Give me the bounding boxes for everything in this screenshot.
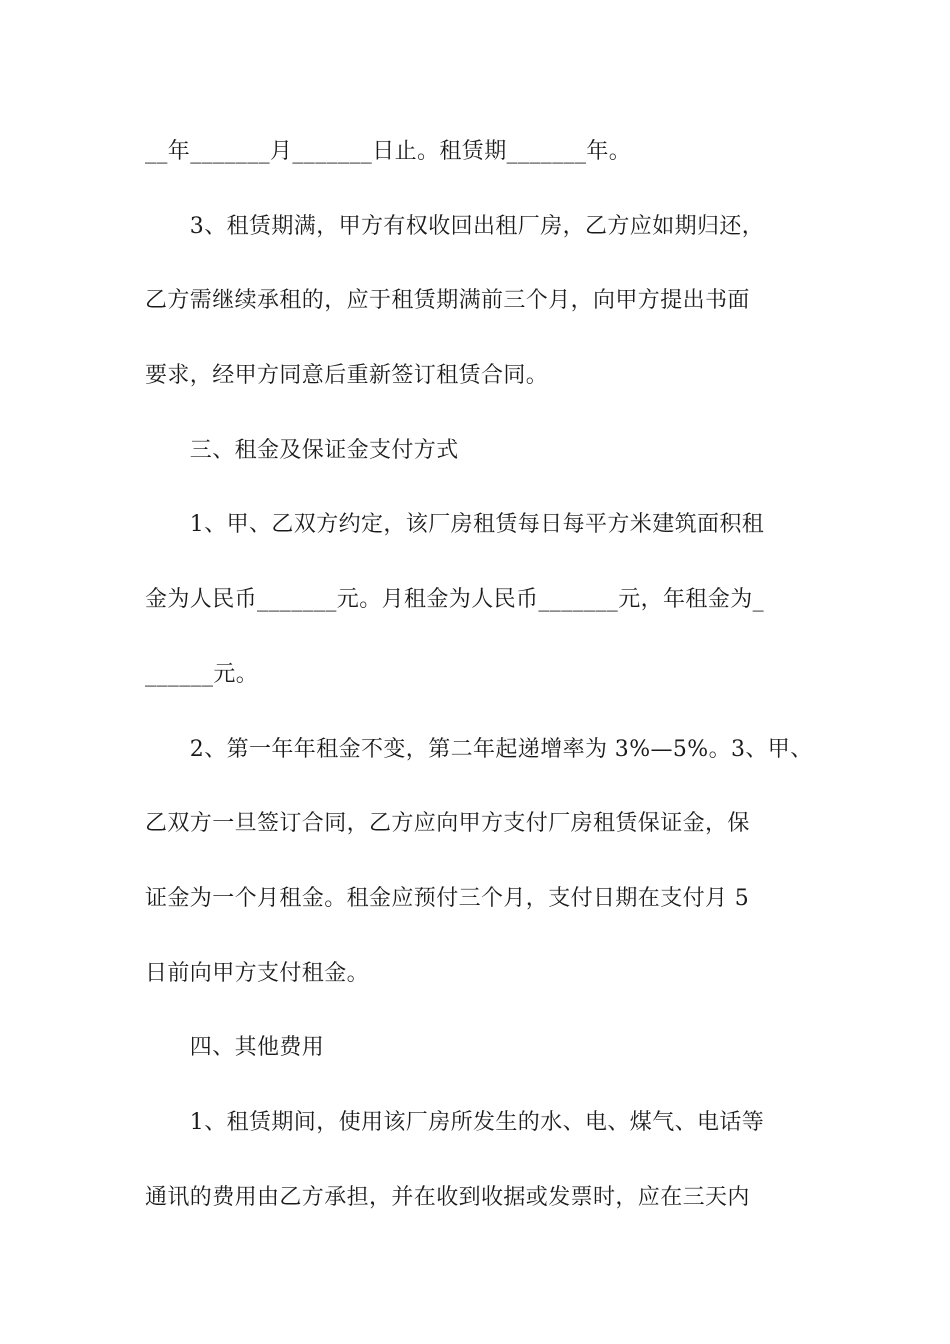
text-line: 证金为一个月租金。租金应预付三个月，支付日期在支付月 5 [145, 886, 750, 911]
text-line: 2、第一年年租金不变，第二年起递增率为 3%—5%。3、甲、 [145, 737, 813, 762]
text-line: 3、租赁期满，甲方有权收回出租厂房，乙方应如期归还， [145, 214, 765, 239]
text-line: 要求，经甲方同意后重新签订租赁合同。 [145, 363, 549, 388]
text-line: 1、租赁期间，使用该厂房所发生的水、电、煤气、电话等 [145, 1110, 765, 1135]
section-heading: 三、租金及保证金支付方式 [145, 438, 459, 463]
text-line: __年_______月_______日止。租赁期_______年。 [145, 139, 632, 164]
text-line: 通讯的费用由乙方承担，并在收到收据或发票时，应在三天内 [145, 1185, 750, 1210]
text-line: 1、甲、乙双方约定，该厂房租赁每日每平方米建筑面积租 [145, 512, 765, 537]
section-heading: 四、其他费用 [145, 1035, 325, 1060]
text-line: 金为人民币_______元。月租金为人民币_______元，年租金为_ [145, 587, 765, 612]
text-line: 乙双方一旦签订合同，乙方应向甲方支付厂房租赁保证金，保 [145, 811, 750, 836]
text-line: 日前向甲方支付租金。 [145, 961, 370, 986]
text-line: ______元。 [145, 662, 259, 687]
text-line: 乙方需继续承租的，应于租赁期满前三个月，向甲方提出书面 [145, 288, 750, 313]
